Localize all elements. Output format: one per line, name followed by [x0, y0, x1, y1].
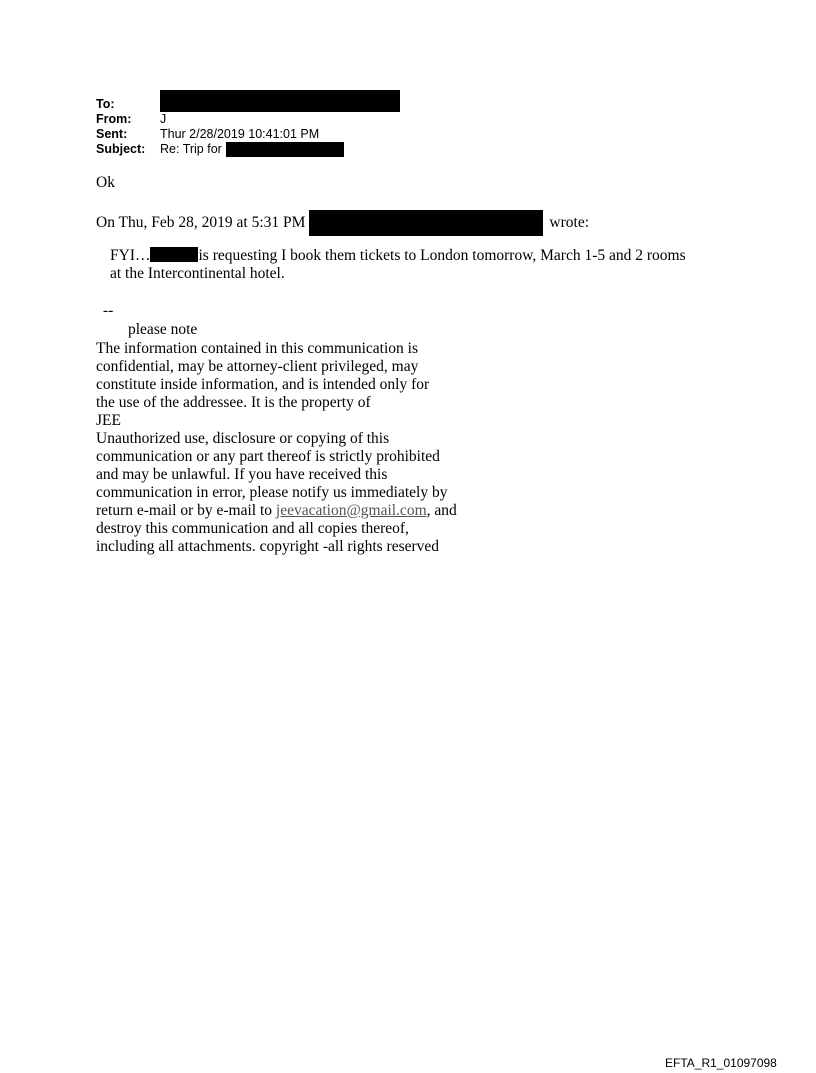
disclaimer-line: JEE [96, 412, 121, 429]
wrote-prefix: On Thu, Feb 28, 2019 at 5:31 PM [96, 214, 306, 231]
disclaimer-line: communication or any part thereof is strictly prohibited [96, 448, 440, 465]
disclaimer-line: destroy this communication and all copies thereof, [96, 520, 409, 537]
redaction-box [309, 210, 543, 236]
sent-label: Sent: [96, 127, 128, 141]
please-note: please note [128, 321, 198, 338]
disclaimer-line: communication in error, please notify us immediately by [96, 484, 448, 501]
quote-attribution [96, 210, 589, 236]
quote-line-2: at the Intercontinental hotel. [110, 265, 285, 282]
disclaimer-line: including all attachments. copyright -all rights reserved [96, 538, 440, 555]
disclaimer-email-line [96, 502, 476, 520]
signature-separator: -- [103, 302, 114, 319]
subject-label: Subject: [96, 142, 146, 156]
disclaimer-line: constitute inside information, and is intended only for [96, 376, 430, 393]
from-value: J [160, 112, 167, 126]
disclaimer-line: Unauthorized use, disclosure or copying of this [96, 430, 390, 447]
quoted-message [110, 247, 720, 283]
redaction-box [226, 142, 344, 157]
email-suffix: , and [426, 502, 457, 519]
quote-prefix: FYI… [110, 247, 151, 264]
disclaimer-line: the use of the addressee. It is the property of [96, 394, 371, 411]
sent-value: Thur 2/28/2019 10:41:01 PM [160, 127, 320, 141]
from-row [96, 112, 400, 127]
email-prefix: return e-mail or by e-mail to [96, 502, 276, 519]
sent-row [96, 127, 400, 142]
from-label: From: [96, 112, 132, 126]
email-link[interactable]: jeevacation@gmail.com [275, 502, 427, 519]
quote-rest: is requesting I book them tickets to London tomorrow, March 1-5 and 2 rooms [198, 247, 686, 264]
reply-text: Ok [96, 174, 115, 191]
redaction-box [160, 90, 400, 112]
redaction-box [150, 247, 198, 262]
disclaimer-line: The information contained in this communication is [96, 340, 418, 357]
document-id: EFTA_R1_01097098 [665, 1056, 777, 1070]
subject-value: Re: Trip for [160, 142, 222, 156]
subject-row [96, 142, 400, 157]
wrote-suffix: wrote: [549, 214, 590, 231]
disclaimer [96, 340, 476, 556]
disclaimer-line: and may be unlawful. If you have received this [96, 466, 388, 483]
to-label: To: [96, 97, 115, 111]
disclaimer-line: confidential, may be attorney-client privileged, may [96, 358, 419, 375]
to-row [96, 97, 400, 112]
email-header [96, 97, 400, 157]
